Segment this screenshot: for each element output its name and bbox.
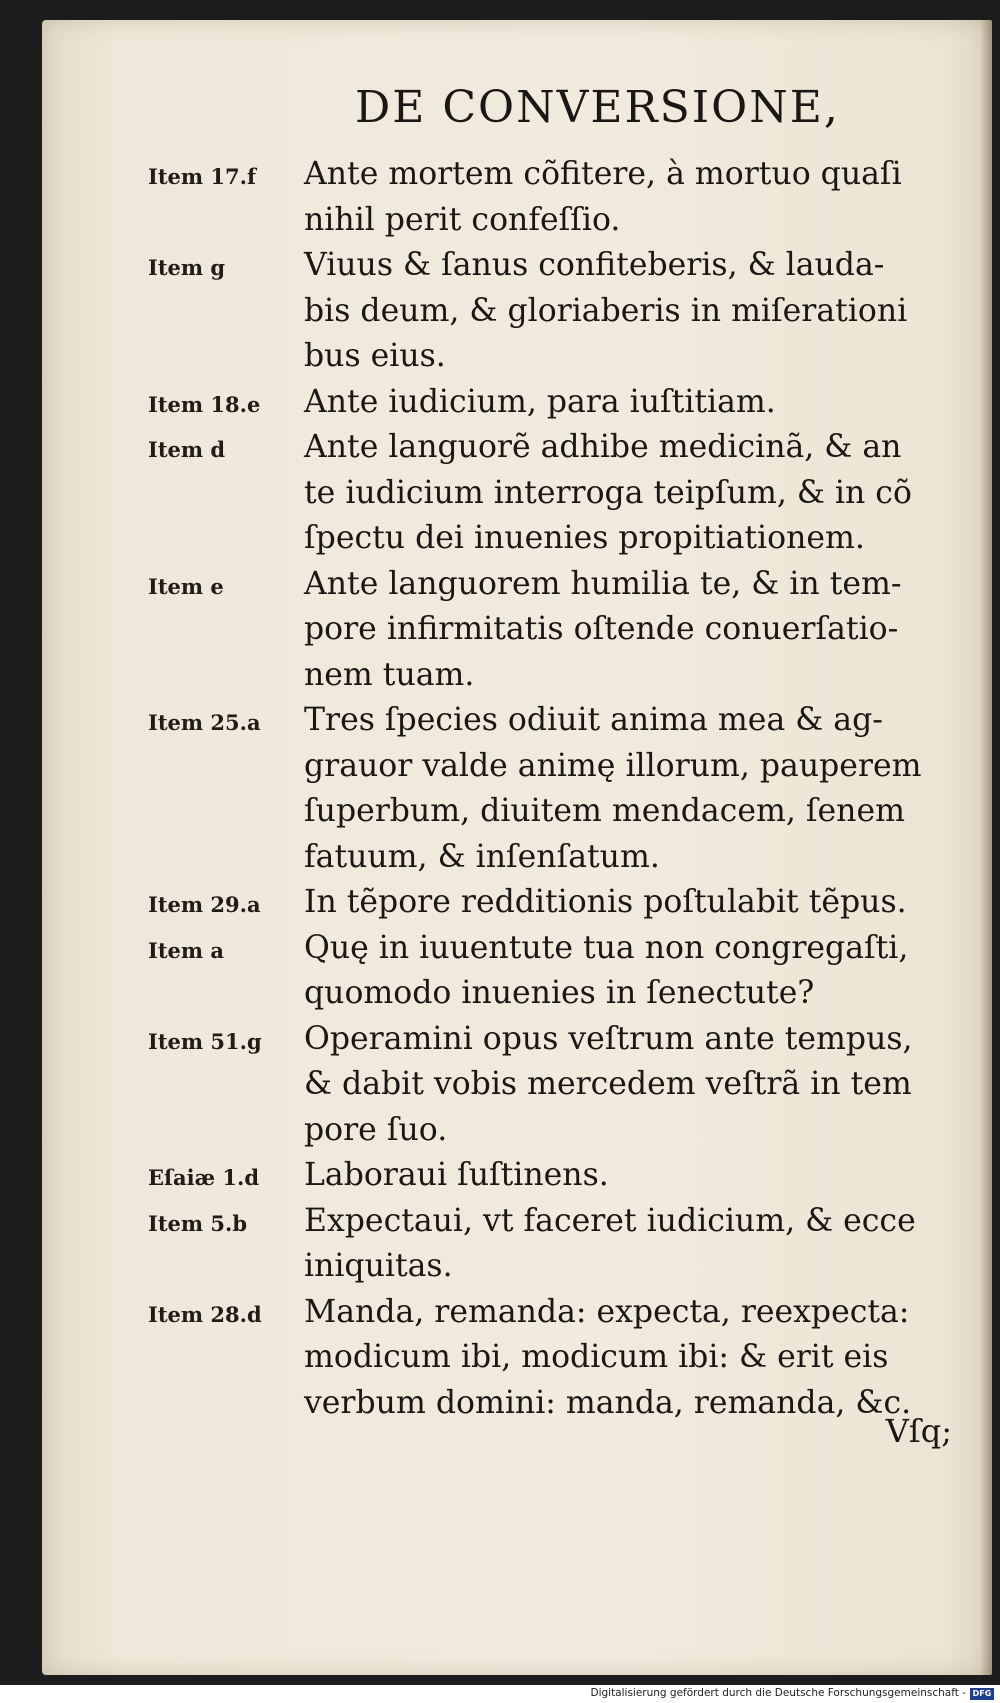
book-page <box>42 20 992 1675</box>
entry-text: Ante languorem humilia te, & in tem- pore infirmitatis oſtende conuerſatio- nem tuam. <box>304 565 902 693</box>
entry-text: Expectaui, vt faceret iudicium, & ecce iniquitas. <box>304 1202 916 1284</box>
marginal-reference: Item 18.e <box>148 391 261 417</box>
entry <box>42 1017 992 1154</box>
entry <box>42 926 992 1017</box>
entry <box>42 380 992 426</box>
entry-text: Viuus & ſanus confiteberis, & lauda- bis deum, & gloriaberis in miſerationi bus eius. <box>304 247 908 374</box>
marginal-reference: Item e <box>148 573 224 599</box>
marginal-reference: Item 25.a <box>148 710 261 735</box>
entry <box>42 425 992 562</box>
entry <box>42 1290 992 1427</box>
marginal-reference: Eſaiæ 1.d <box>148 1165 260 1190</box>
entry <box>42 562 992 699</box>
entry <box>42 152 992 243</box>
entry-text: Quę in iuuentute tua non congregaſti, quomodo inuenies in ſenectute? <box>304 929 909 1011</box>
entry-text: In tẽpore redditionis poſtulabit tẽpus. <box>304 884 907 920</box>
entry <box>42 880 992 926</box>
digitization-footer <box>0 1685 1000 1703</box>
marginal-reference: Item 51.g <box>148 1028 262 1054</box>
entry <box>42 1199 992 1290</box>
catchword: Vſq; <box>885 1412 952 1450</box>
funding-credit: Digitalisierung gefördert durch die Deutsche Forschungsgemeinschaft - <box>590 1687 966 1699</box>
marginal-reference: Item d <box>148 437 226 462</box>
marginal-reference: Item 17.f <box>148 164 256 189</box>
entry-text: Operamini opus veſtrum ante tempus, & dabit vobis mercedem veſtrã in tem pore ſuo. <box>304 1020 913 1148</box>
entry-text: Ante languorẽ adhibe medicinã, & an te iudicium interroga teipſum, & in cõ ſpectu dei inuenies propitiationem. <box>304 429 912 556</box>
entry <box>42 698 992 880</box>
marginal-reference: Item 28.d <box>148 1301 262 1327</box>
marginal-reference: Item a <box>148 937 225 963</box>
marginal-reference: Item 5.b <box>148 1210 248 1236</box>
entry <box>42 1153 992 1199</box>
marginal-reference: Item 29.a <box>148 892 261 917</box>
running-head: DE CONVERSIONE, <box>355 82 840 133</box>
marginal-reference: Item g <box>148 255 226 280</box>
entry-text: Ante iudicium, para iuſtitiam. <box>304 383 776 420</box>
dfg-logo-icon: DFG <box>970 1688 994 1700</box>
entry-text: Tres ſpecies odiuit anima mea & ag- grauor valde animę illorum, pauperem ſuperbum, diuitem mendacem, ſenem fatuum, & inſenſatum. <box>304 702 922 875</box>
entry-list <box>42 152 992 1426</box>
entry-text: Laboraui ſuſtinens. <box>304 1157 609 1193</box>
entry-text: Ante mortem cõfitere, à mortuo quaſi nihil perit confeſſio. <box>304 156 902 238</box>
entry <box>42 243 992 380</box>
entry-text: Manda, remanda: expecta, reexpecta: modicum ibi, modicum ibi: & erit eis verbum domini: manda, remanda, &c. <box>304 1293 912 1421</box>
